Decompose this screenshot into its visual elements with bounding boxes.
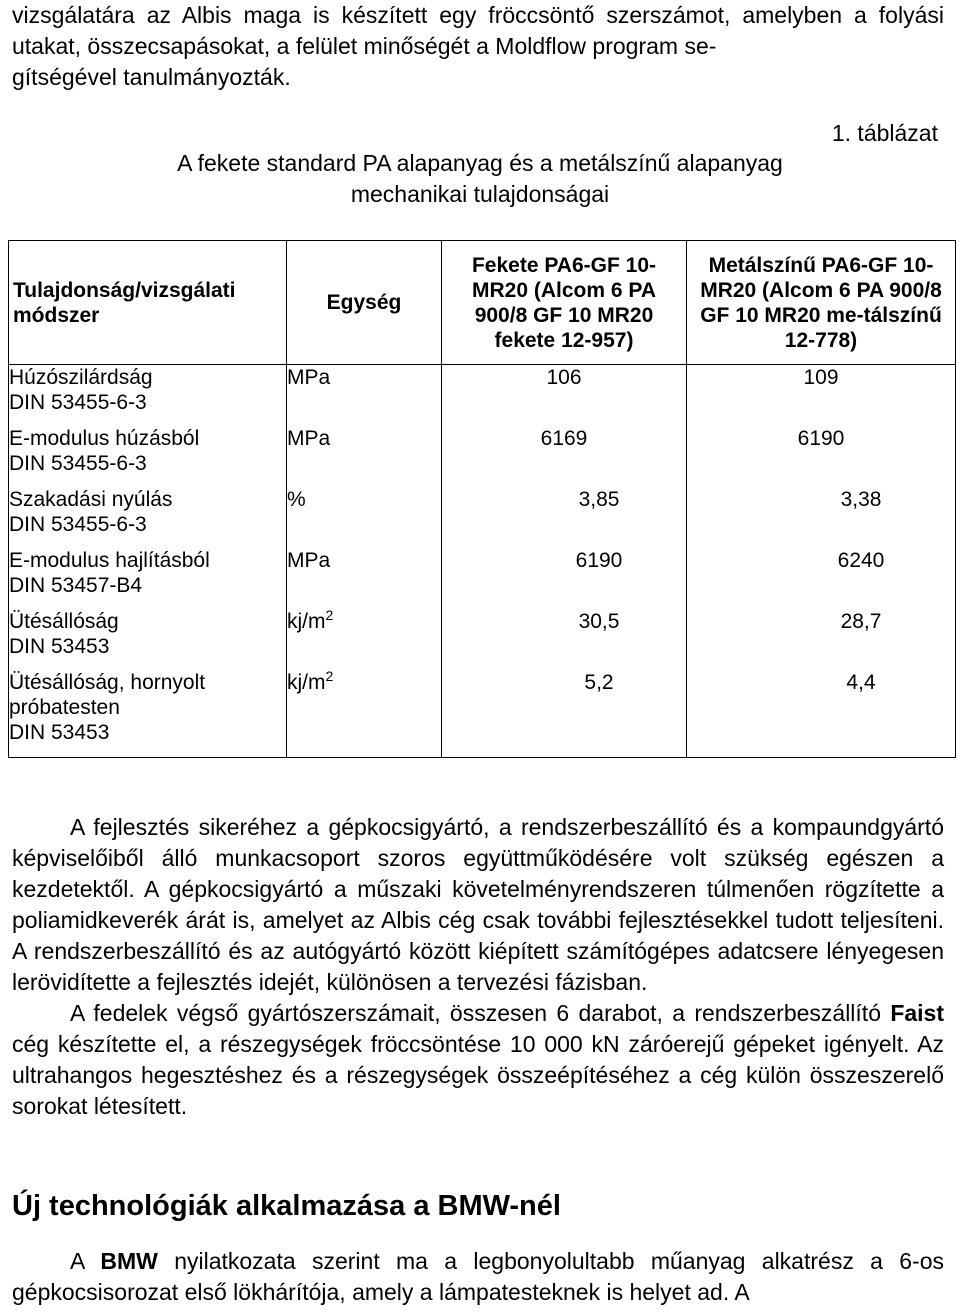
property-cell — [9, 548, 287, 609]
metallic-value-cell — [687, 670, 956, 758]
black-value: 30,5 — [578, 609, 620, 633]
black-value: 106 — [546, 366, 582, 389]
header-metallic: Metálszínű PA6-GF 10-MR20 (Alcom 6 PA 900/8 GF 10 MR20 me-tálszínű 12-778) — [687, 241, 956, 365]
black-value-cell — [442, 365, 687, 426]
test-method: DIN 53455-6-3 — [9, 451, 147, 475]
paragraph-tools-start: A fedelek végső gyártószerszámait, összesen 6 darabot, a rendszerbeszállító — [70, 1000, 891, 1026]
unit-text: kj/m — [287, 670, 326, 694]
paragraph-tools-end: cég készítette el, a részegységek fröccsöntése 10 000 kN záróerejű gépeket igényelt. Az ultrahangos hegesztéshez és a részegységek összeépítéséhez a cég külön összeszerelő sorokat létesített. — [12, 1031, 944, 1119]
table-title — [0, 148, 960, 210]
table-row — [9, 548, 956, 609]
header-property: Tulajdonság/vizsgálati módszer — [9, 241, 287, 365]
unit-cell — [287, 487, 442, 548]
unit-text: MPa — [287, 548, 331, 572]
unit-cell — [287, 667, 442, 758]
header-black: Fekete PA6-GF 10-MR20 (Alcom 6 PA 900/8 GF 10 MR20 fekete 12-957) — [442, 241, 687, 365]
property-name: Ütésállóság — [9, 609, 119, 633]
metallic-value-cell — [687, 609, 956, 670]
unit-superscript: 2 — [325, 667, 334, 684]
intro-last-line: gítségével tanulmányozták. — [12, 64, 291, 90]
property-name: Szakadási nyúlás — [9, 487, 173, 511]
metallic-value: 3,38 — [840, 487, 882, 511]
property-name: E-modulus húzásból — [9, 426, 200, 450]
unit-superscript: 2 — [325, 606, 334, 623]
table-row — [9, 365, 956, 426]
bmw-bold: BMW — [100, 1248, 158, 1274]
black-value-cell — [442, 548, 687, 609]
body-paragraphs — [12, 812, 944, 1122]
metallic-value: 109 — [803, 366, 839, 389]
test-method: DIN 53455-6-3 — [9, 512, 147, 536]
property-name: Ütésállóság, hornyolt próbatesten — [9, 670, 206, 719]
black-value-cell — [442, 609, 687, 670]
black-value-cell — [442, 487, 687, 548]
table-number: 1. táblázat — [831, 120, 938, 146]
property-name: Húzószilárdság — [9, 366, 153, 389]
property-cell — [9, 487, 287, 548]
table-title-line1: A fekete standard PA alapanyag és a metálszínű alapanyag — [177, 150, 783, 176]
test-method: DIN 53457-B4 — [9, 573, 143, 597]
unit-cell — [287, 426, 442, 487]
black-value-cell — [442, 426, 687, 487]
unit-text: MPa — [287, 426, 331, 450]
unit-text: % — [287, 487, 306, 511]
faist-bold: Faist — [890, 1000, 944, 1026]
property-cell — [9, 670, 287, 758]
table-row — [9, 609, 956, 670]
unit-cell — [287, 548, 442, 609]
metallic-value-cell — [687, 487, 956, 548]
intro-paragraph — [12, 0, 944, 93]
property-cell — [9, 609, 287, 670]
table-header-row — [9, 241, 956, 365]
table-row — [9, 487, 956, 548]
table-title-line2: mechanikai tulajdonságai — [350, 181, 610, 207]
metallic-value: 6190 — [797, 426, 845, 450]
unit-text: MPa — [287, 366, 331, 389]
metallic-value: 6240 — [837, 548, 885, 572]
property-cell — [9, 426, 287, 487]
metallic-value: 28,7 — [840, 609, 882, 633]
header-unit: Egység — [287, 241, 442, 365]
paragraph-bmw — [12, 1246, 944, 1308]
table-row — [9, 426, 956, 487]
paragraph-collaboration — [12, 812, 944, 998]
paragraph-bmw-end: nyilatkozata szerint ma a legbonyolultabb műanyag alkatrész a 6-os gépkocsisorozat első lökhárítója, amely a lámpatesteknek is helyet ad. A — [12, 1248, 944, 1305]
test-method: DIN 53455-6-3 — [9, 391, 147, 414]
property-name: E-modulus hajlításból — [9, 548, 210, 572]
paragraph-collaboration-text: A fejlesztés sikeréhez a gépkocsigyártó, a rendszerbeszállító és a kompaundgyártó képviselőiből álló munkacsoport szoros együttműködésére volt szükség egészen a kezdetektől. A gépkocsigyártó a műszaki követelményrendszeren túlmenően rögzítette a poliamidkeverék árát is, amelyet az Albis cég csak további fejlesztésekkel tudott teljesíteni. A rendszerbeszállító és az autógyártó között kiépített számítógépes adatcsere lényegesen lerövidítette a fejlesztés idejét, különösen a tervezési fázisban. — [12, 814, 944, 995]
test-method: DIN 53453 — [9, 634, 110, 658]
property-cell — [9, 365, 287, 426]
metallic-value-cell — [687, 426, 956, 487]
test-method: DIN 53453 — [9, 720, 110, 744]
unit-cell — [287, 365, 442, 426]
black-value: 3,85 — [578, 487, 620, 511]
black-value: 6190 — [575, 548, 623, 572]
paragraph-tools — [12, 998, 944, 1122]
black-value: 6169 — [540, 426, 588, 450]
metallic-value: 4,4 — [846, 670, 876, 694]
properties-table — [8, 240, 956, 758]
section-heading: Új technológiák alkalmazása a BMW-nél — [12, 1190, 561, 1222]
black-value-cell — [442, 670, 687, 758]
table-row — [9, 670, 956, 758]
metallic-value-cell — [687, 365, 956, 426]
metallic-value-cell — [687, 548, 956, 609]
unit-text: kj/m — [287, 609, 326, 633]
intro-text: vizsgálatára az Albis maga is készített egy fröccsöntő szerszámot, amelyben a folyási utakat, összecsapásokat, a felület minőségét a Moldflow program se- — [12, 2, 944, 59]
unit-cell — [287, 606, 442, 670]
black-value: 5,2 — [584, 670, 614, 694]
paragraph-bmw-start: A — [70, 1248, 101, 1274]
